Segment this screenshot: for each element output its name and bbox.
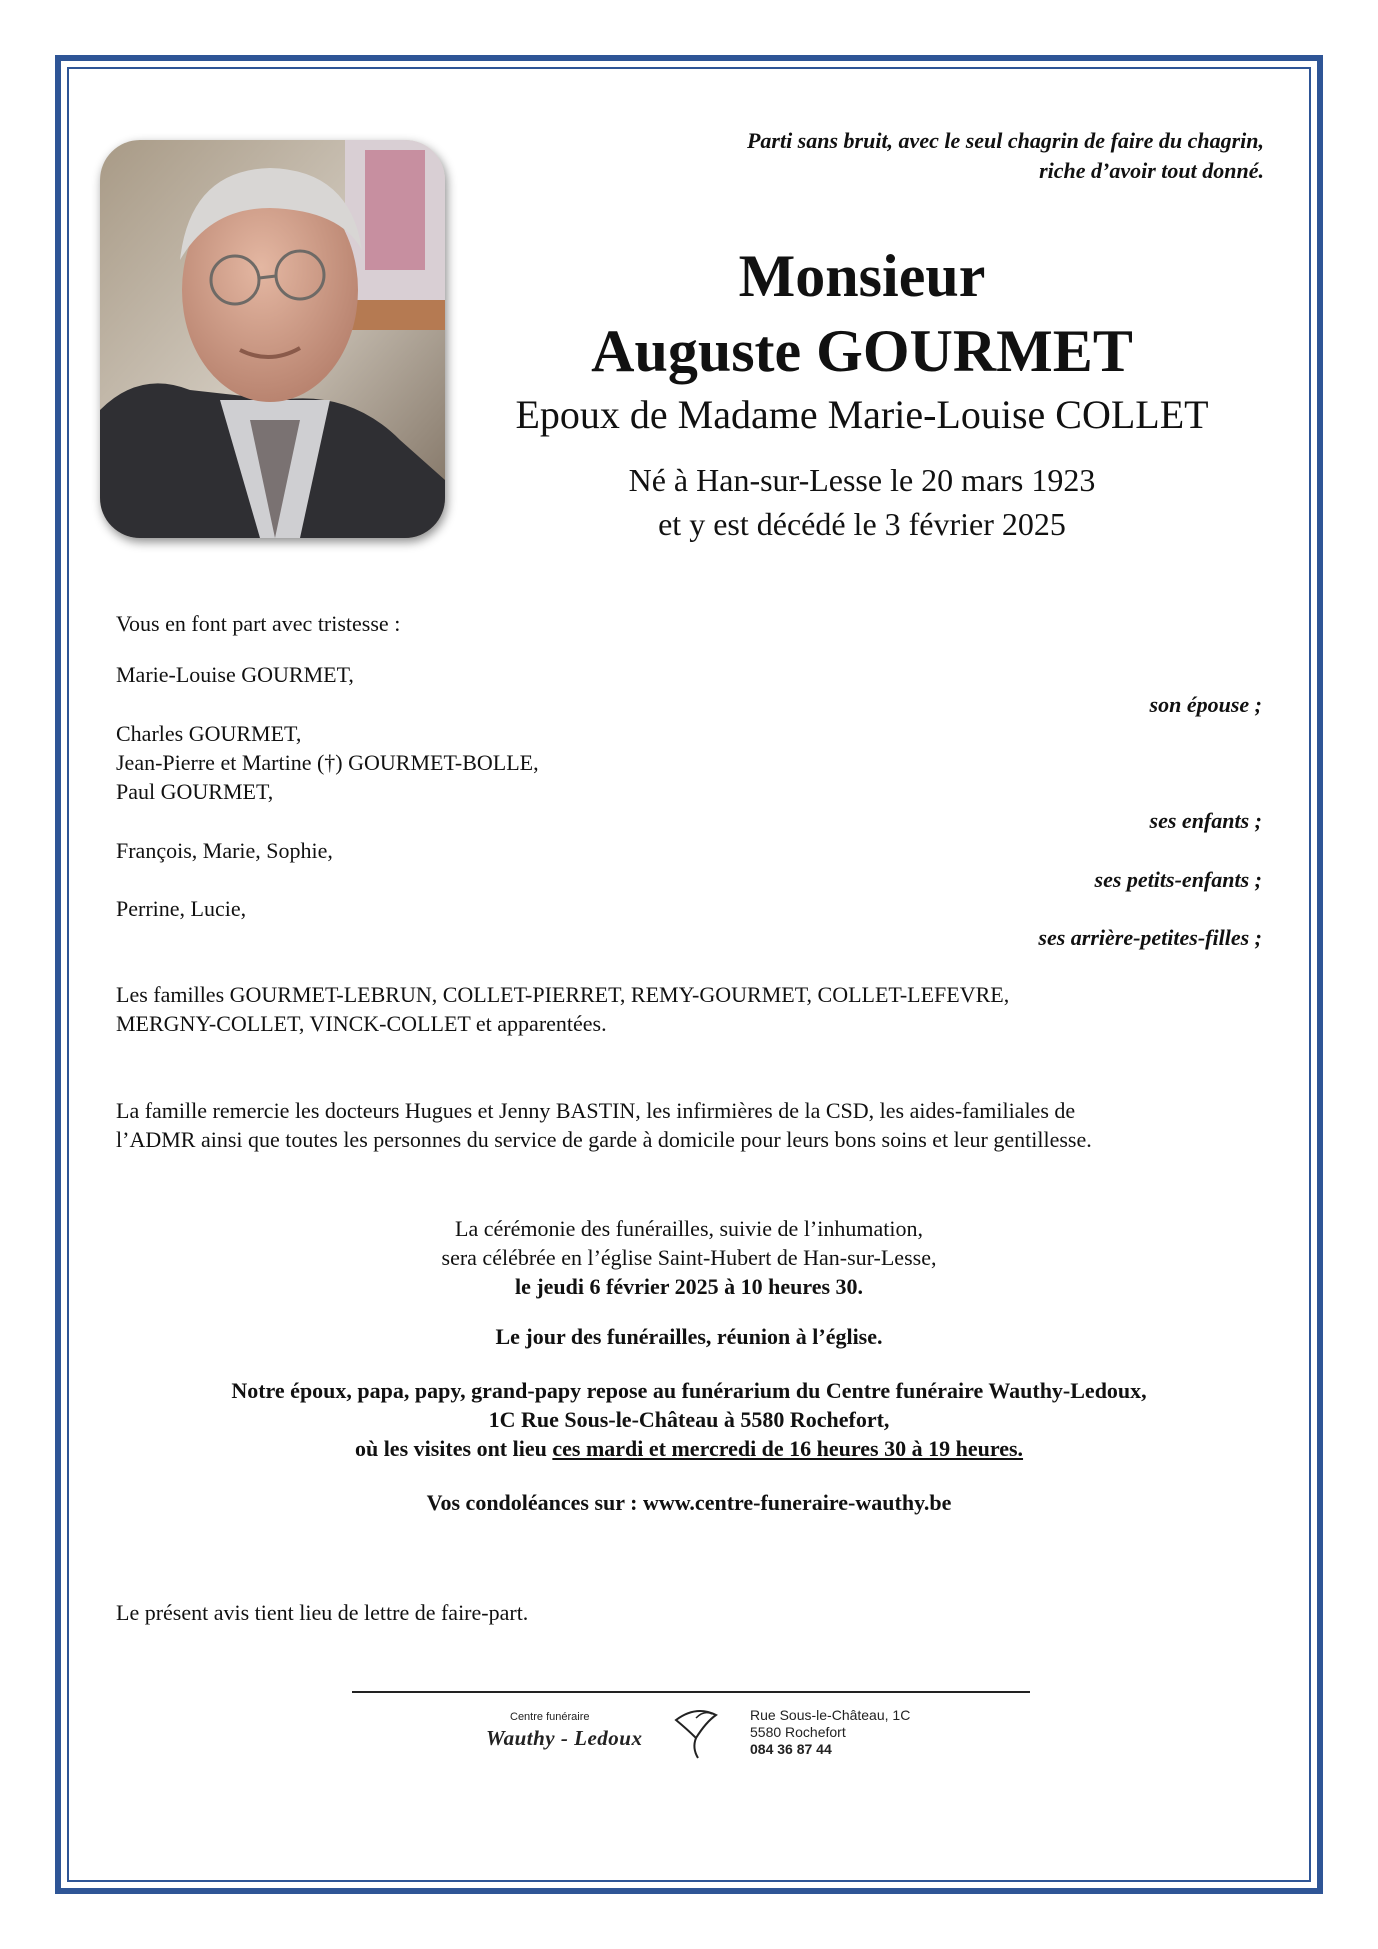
footer-divider — [352, 1691, 1030, 1693]
visits-line — [116, 1434, 1262, 1463]
deceased-name: Auguste GOURMET — [591, 318, 1133, 384]
funerarium-address: 1C Rue Sous-le-Château à 5580 Rochefort, — [488, 1407, 890, 1432]
great-grandchildren: Perrine, Lucie, — [116, 896, 247, 921]
grandchildren: François, Marie, Sophie, — [116, 838, 333, 863]
thanks-paragraph — [116, 1096, 1266, 1154]
epigraph-line: Parti sans bruit, avec le seul chagrin de faire du chagrin, — [746, 128, 1264, 153]
great-grandchildren-role: ses arrière-petites-filles ; — [1038, 925, 1262, 950]
children-role: ses enfants ; — [1149, 808, 1262, 833]
spouse-name: Marie-Louise GOURMET, — [116, 662, 354, 687]
families-line: MERGNY-COLLET, VINCK-COLLET et apparentées. — [116, 1011, 607, 1036]
visits-prefix: où les visites ont lieu — [354, 1436, 553, 1461]
portrait-photo — [100, 140, 445, 538]
thanks-line: La famille remercie les docteurs Hugues et Jenny BASTIN, les infirmières de la CSD, les aides-familiales de — [116, 1098, 1076, 1123]
funerarium-block — [116, 1376, 1262, 1463]
spouse-role: son épouse ; — [1149, 692, 1262, 717]
death-line: et y est décédé le 3 février 2025 — [658, 506, 1066, 542]
extended-families — [116, 980, 1266, 1038]
epigraph-line: riche d’avoir tout donné. — [1039, 158, 1264, 183]
footer-address — [750, 1707, 910, 1758]
logo-subtitle: Centre funéraire — [510, 1711, 590, 1723]
child-name: Jean-Pierre et Martine (†) GOURMET-BOLLE, — [116, 750, 539, 775]
family-intro: Vous en font part avec tristesse : — [116, 611, 401, 636]
spouse-line: Epoux de Madame Marie-Louise COLLET — [515, 392, 1209, 437]
address-city: 5580 Rochefort — [750, 1724, 846, 1740]
thanks-line: l’ADMR ainsi que toutes les personnes du service de garde à domicile pour leurs bons soins et leur gentillesse. — [116, 1127, 1092, 1152]
birth-line: Né à Han-sur-Lesse le 20 mars 1923 — [628, 462, 1096, 498]
child-name: Charles GOURMET, — [116, 721, 302, 746]
visits-times: ces mardi et mercredi de 16 heures 30 à 19 heures. — [552, 1436, 1024, 1461]
honorific: Monsieur — [738, 243, 986, 309]
child-name: Paul GOURMET, — [116, 779, 274, 804]
condolences-line: Vos condoléances sur : www.centre-funeraire-wauthy.be — [426, 1490, 952, 1515]
closing-note: Le présent avis tient lieu de lettre de faire-part. — [116, 1600, 529, 1625]
families-line: Les familles GOURMET-LEBRUN, COLLET-PIERRET, REMY-GOURMET, COLLET-LEFEVRE, — [116, 982, 1010, 1007]
logo-name: Wauthy - Ledoux — [486, 1726, 643, 1750]
ceremony-line: La cérémonie des funérailles, suivie de l’inhumation, — [455, 1216, 923, 1241]
phone-number: 084 36 87 44 — [750, 1741, 832, 1757]
ceremony-date: le jeudi 6 février 2025 à 10 heures 30. — [514, 1274, 864, 1299]
grandchildren-role: ses petits-enfants ; — [1094, 867, 1262, 892]
life-dates — [462, 458, 1262, 546]
children-list — [116, 719, 539, 806]
calla-lily-icon — [666, 1700, 726, 1765]
address-street: Rue Sous-le-Château, 1C — [750, 1707, 911, 1723]
epigraph — [747, 126, 1264, 186]
meeting-note: Le jour des funérailles, réunion à l’église. — [495, 1324, 883, 1349]
ceremony-line: sera célébrée en l’église Saint-Hubert de Han-sur-Lesse, — [441, 1245, 937, 1270]
ceremony-block — [116, 1214, 1262, 1301]
funerarium-line: Notre époux, papa, papy, grand-papy repose au funérarium du Centre funéraire Wauthy-Ledoux, — [231, 1378, 1147, 1403]
